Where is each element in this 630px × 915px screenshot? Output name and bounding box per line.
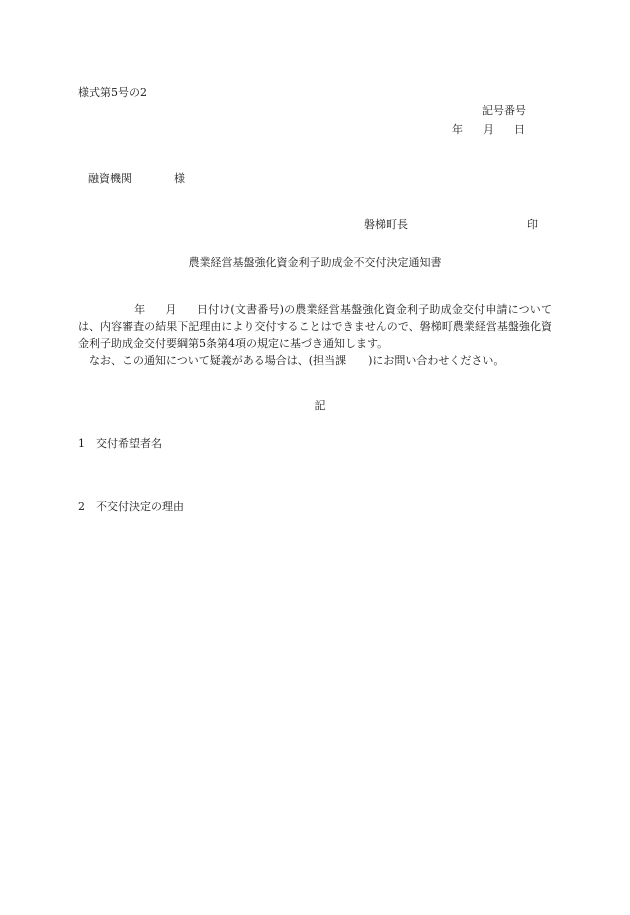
issuer-title: 磐梯町長 [364, 218, 408, 231]
date-month: 月 [483, 123, 494, 136]
addressee-name: 融資機関 [88, 172, 132, 185]
reference-number: 記号番号 [482, 104, 526, 117]
body-paragraph-1 [78, 301, 552, 352]
item-label: 不交付決定の理由 [96, 500, 184, 513]
body-year: 年 [134, 303, 146, 316]
addressee-honorific: 様 [174, 172, 185, 185]
item-number: 2 [78, 500, 85, 513]
date-line [452, 123, 525, 137]
document-title: 農業経営基盤強化資金利子助成金不交付決定通知書 [188, 256, 442, 269]
item-number: 1 [78, 437, 85, 450]
seal-mark: 印 [527, 218, 538, 231]
addressee [88, 172, 185, 186]
body-month: 月 [165, 303, 177, 316]
notice-body [78, 301, 552, 369]
date-day: 日 [514, 123, 525, 136]
ki-heading: 記 [314, 399, 326, 412]
date-year: 年 [452, 123, 463, 136]
item-label: 交付希望者名 [96, 437, 162, 450]
item-reason [78, 500, 184, 514]
body-paragraph-2: なお、この通知について疑義がある場合は、(担当課 )にお問い合わせください。 [89, 354, 505, 367]
form-number: 様式第5号の2 [78, 86, 147, 99]
body-text-1: 日付け(文書番号)の農業経営基盤強化資金利子助成金交付申請については、内容審査の結果下記理由により交付することはできませんので、磐梯町農業経営基盤強化資金利子助成金交付要綱第5条第4項の規定に基づき通知します。 [78, 303, 552, 350]
item-applicant-name [78, 437, 162, 451]
